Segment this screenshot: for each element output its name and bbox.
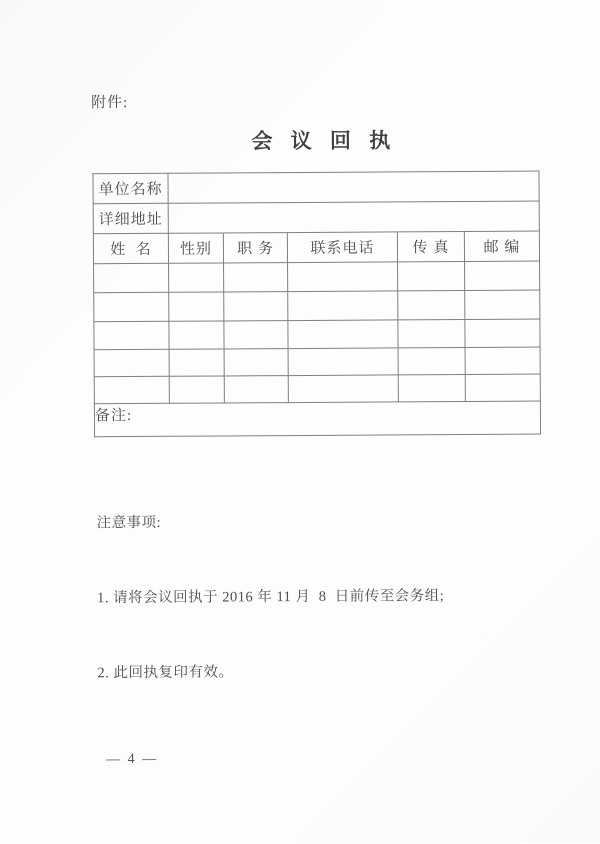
empty-cell — [398, 261, 465, 290]
table-row — [94, 290, 540, 322]
empty-cell — [169, 263, 224, 292]
attachment-label: 附件: — [91, 95, 129, 112]
empty-cell — [398, 290, 465, 319]
empty-cell — [169, 349, 224, 376]
table-header-row — [93, 231, 539, 264]
empty-cell — [94, 263, 169, 292]
address-label: 详细地址 — [93, 203, 168, 233]
unit-name-value-cell — [168, 171, 539, 203]
unit-name-label: 单位名称 — [93, 173, 168, 203]
empty-cell — [398, 319, 465, 347]
page-title: 会 议 回 执 — [251, 128, 394, 154]
empty-cell — [288, 291, 398, 321]
table-row — [94, 319, 540, 350]
empty-cell — [94, 349, 169, 376]
empty-cell — [288, 375, 398, 403]
empty-cell — [224, 376, 288, 403]
empty-cell — [94, 292, 169, 321]
empty-cell — [224, 349, 288, 376]
empty-cell — [288, 320, 398, 349]
column-header-postcode: 邮 编 — [464, 231, 539, 261]
column-header-name: 姓 名 — [93, 233, 168, 263]
empty-cell — [465, 290, 540, 319]
empty-cell — [169, 292, 224, 321]
meeting-reply-form-table — [92, 171, 541, 438]
empty-cell — [288, 262, 398, 292]
note-item-1: 1. 请将会议回执于 2016 年 11 月 8 日前传至会务组; — [97, 588, 445, 607]
remark-label: 备注: — [94, 401, 540, 437]
empty-cell — [465, 319, 540, 347]
empty-cell — [465, 347, 540, 374]
column-header-fax: 传 真 — [397, 231, 464, 261]
table-row — [94, 347, 540, 377]
notes-heading: 注意事项: — [96, 514, 162, 532]
empty-cell — [169, 376, 224, 403]
empty-cell — [169, 321, 224, 349]
empty-cell — [398, 374, 465, 401]
page-number: — 4 — — [106, 751, 159, 768]
column-header-phone: 联系电话 — [287, 232, 397, 263]
address-value-cell — [168, 201, 539, 233]
empty-cell — [224, 263, 288, 292]
table-row — [94, 374, 540, 404]
note-item-2: 2. 此回执复印有效。 — [97, 664, 234, 682]
unit-name-row — [93, 171, 539, 204]
empty-cell — [94, 321, 169, 349]
empty-cell — [94, 376, 169, 403]
column-header-position: 职 务 — [223, 233, 287, 263]
empty-cell — [465, 261, 540, 290]
empty-cell — [224, 292, 288, 321]
column-header-gender: 性别 — [168, 233, 223, 263]
empty-cell — [224, 321, 288, 349]
table-row — [94, 261, 540, 293]
notes-section — [96, 459, 445, 736]
empty-cell — [465, 374, 540, 401]
address-row — [93, 201, 539, 234]
remark-row — [94, 401, 540, 437]
empty-cell — [398, 347, 465, 374]
empty-cell — [288, 348, 398, 376]
